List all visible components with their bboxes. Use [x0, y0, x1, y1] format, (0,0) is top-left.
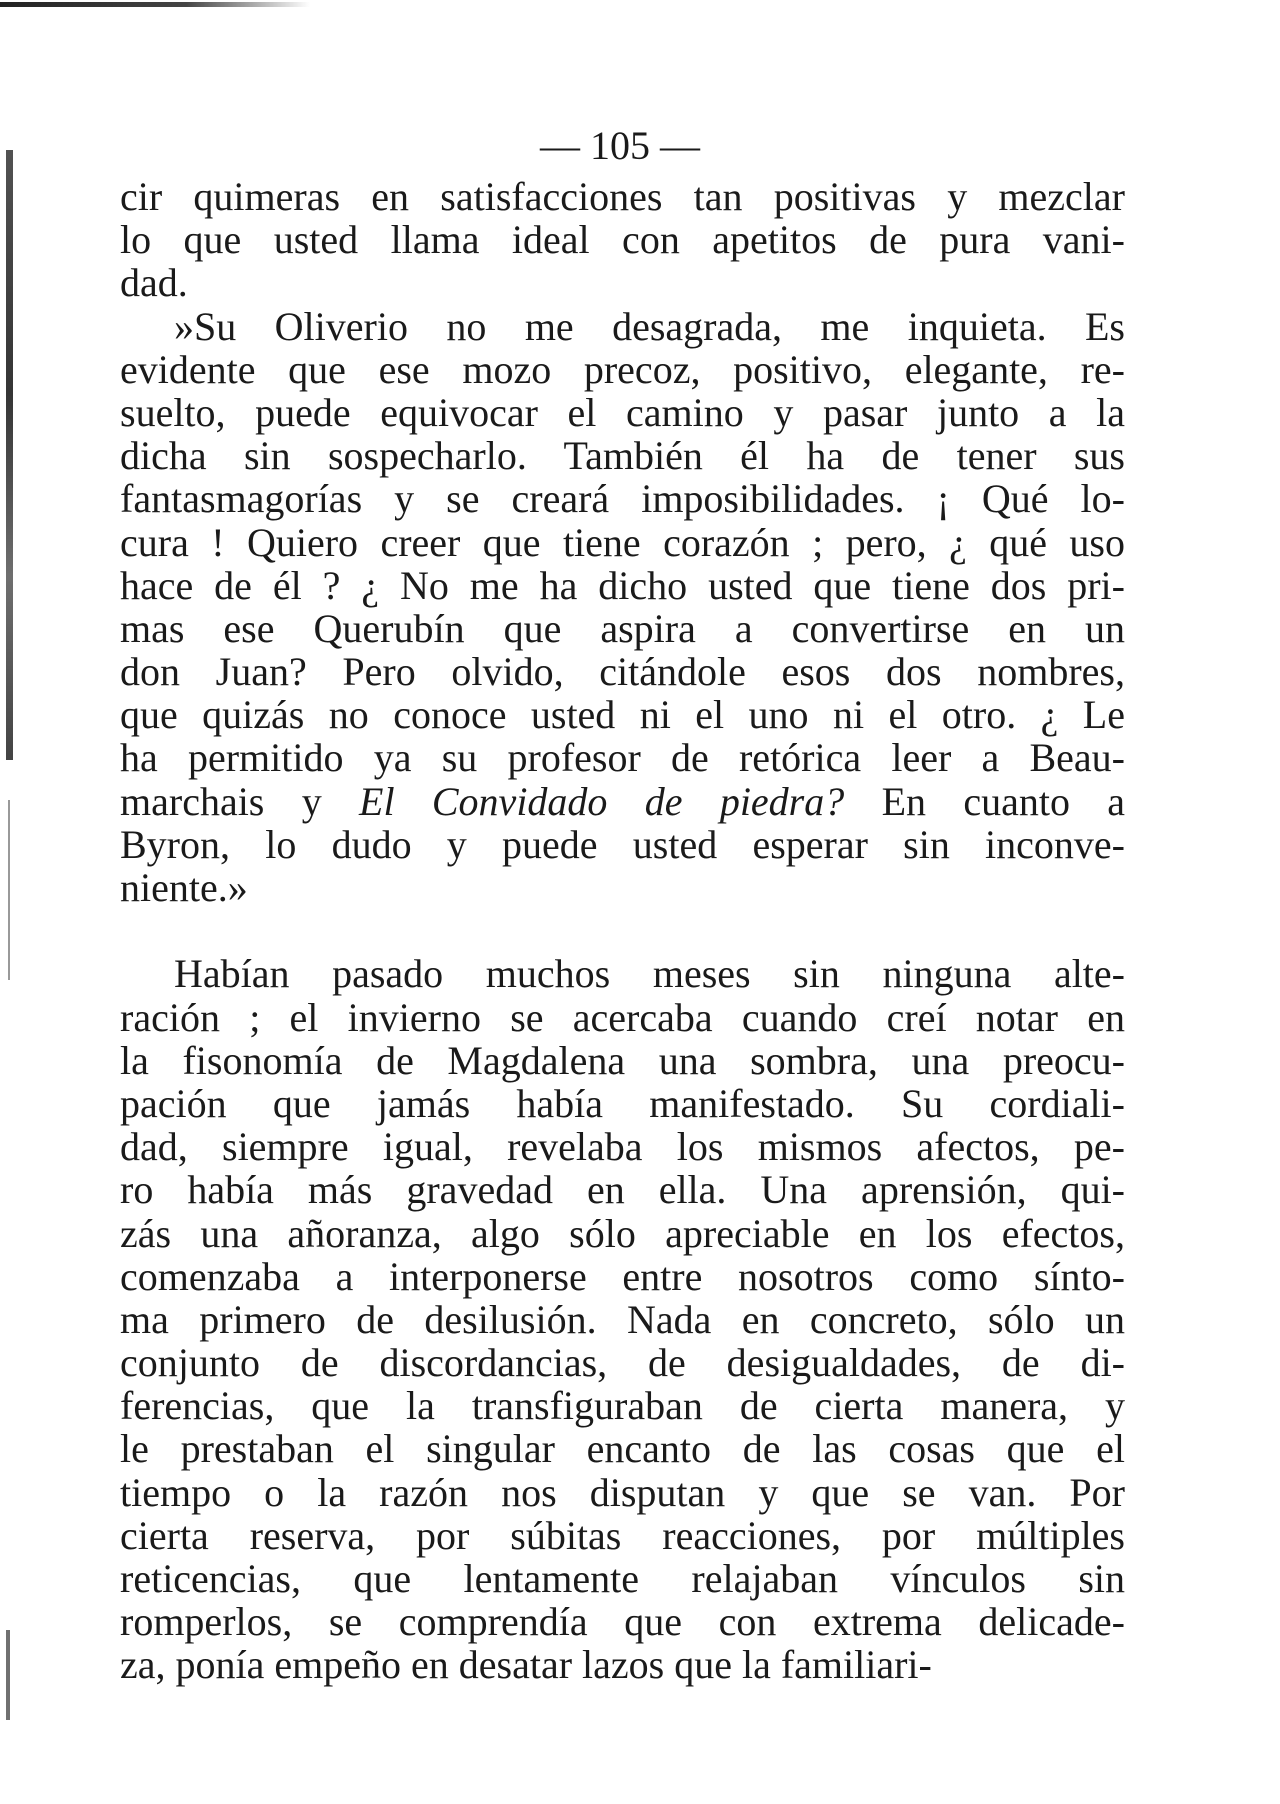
text-line: romperlos, se comprendía que con extrema delicade- [120, 1599, 1125, 1645]
scan-edge-mark [0, 2, 310, 7]
text-line: zás una añoranza, algo sólo apreciable en los efectos, [120, 1210, 1125, 1256]
text-line: evidente que ese mozo precoz, positivo, elegante, re- [120, 346, 1125, 392]
text-line: ma primero de desilusión. Nada en concreto, sólo un [120, 1296, 1125, 1342]
text-line: ha permitido ya su profesor de retórica leer a Beau- [120, 735, 1125, 781]
text-line: la fisonomía de Magdalena una sombra, una preocu- [120, 1037, 1125, 1083]
text-line: dad, siempre igual, revelaba los mismos afectos, pe- [120, 1124, 1125, 1170]
text-segment: En cuanto a [844, 778, 1126, 824]
text-line: cura ! Quiero creer que tiene corazón ; pero, ¿ qué uso [120, 519, 1125, 565]
text-line: hace de él ? ¿ No me ha dicho usted que tiene dos pri- [120, 562, 1125, 608]
text-line: le prestaban el singular encanto de las cosas que el [120, 1426, 1125, 1472]
text-line [120, 780, 1125, 823]
text-line: »Su Oliverio no me desagrada, me inquieta. Es [174, 303, 1125, 349]
text-line: cierta reserva, por súbitas reacciones, por múltiples [120, 1512, 1125, 1558]
text-line: tiempo o la razón nos disputan y que se van. Por [120, 1469, 1125, 1515]
text-segment: marchais y [120, 778, 360, 824]
text-line: don Juan? Pero olvido, citándole esos dos nombres, [120, 649, 1125, 695]
text-line: pación que jamás había manifestado. Su cordiali- [120, 1080, 1125, 1126]
text-line: dad. [120, 260, 188, 306]
text-line: niente.» [120, 865, 248, 910]
body-text [120, 175, 1125, 1687]
text-line: reticencias, que lentamente relajaban vínculos sin [120, 1556, 1125, 1601]
binding-shadow [6, 150, 13, 760]
text-line: dicha sin sospecharlo. También él ha de tener sus [120, 433, 1125, 479]
text-line: ración ; el invierno se acercaba cuando creí notar en [120, 994, 1125, 1040]
text-line: ro había más gravedad en ella. Una aprensión, qui- [120, 1167, 1125, 1213]
text-line: mas ese Querubín que aspira a convertirse en un [120, 605, 1125, 651]
text-line: comenzaba a interponerse entre nosotros como sínto- [120, 1253, 1125, 1299]
text-line: fantasmagorías y se creará imposibilidades. ¡ Qué lo- [120, 476, 1125, 522]
text-line: lo que usted llama ideal con apetitos de pura vani- [120, 217, 1125, 263]
binding-shadow [8, 800, 10, 980]
paragraph [120, 175, 1125, 305]
italic-title: El Convidado de piedra? [359, 778, 845, 824]
text-line: que quizás no conoce usted ni el uno ni el otro. ¿ Le [120, 692, 1125, 738]
text-line: conjunto de discordancias, de desigualdades, de di- [120, 1340, 1125, 1386]
paragraph [120, 909, 1125, 1686]
text-line: Habían pasado muchos meses sin ninguna alte- [174, 951, 1125, 997]
paragraph [120, 305, 1125, 910]
text-line: cir quimeras en satisfacciones tan positivas y mezclar [120, 174, 1125, 219]
text-line: suelto, puede equivocar el camino y pasar junto a la [120, 389, 1125, 435]
binding-shadow [6, 1630, 10, 1720]
text-line: ferencias, que la transfiguraban de cierta manera, y [120, 1383, 1125, 1429]
text-line: za, ponía empeño en desatar lazos que la familiari- [120, 1642, 932, 1688]
page-number: — 105 — [540, 123, 700, 168]
text-line: Byron, lo dudo y puede usted esperar sin inconve- [120, 821, 1125, 867]
paragraph-spacer [120, 909, 1125, 952]
